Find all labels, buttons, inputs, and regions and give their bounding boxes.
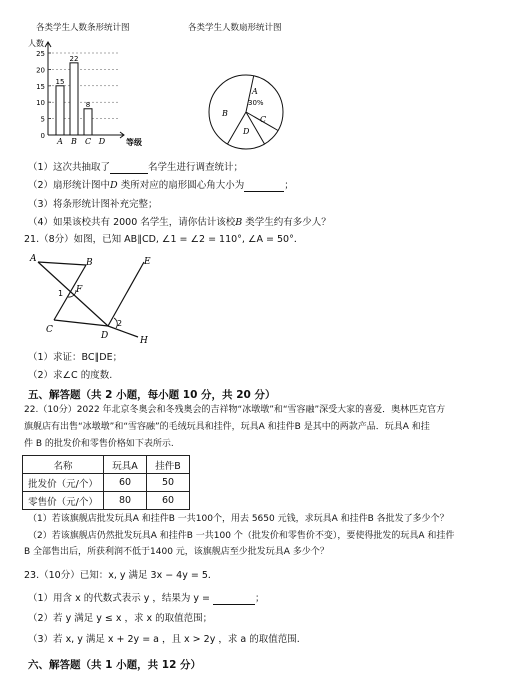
x-tick-label: C (84, 137, 92, 146)
x-tick-label: A (57, 137, 63, 146)
q20-item-2: （2）扇形统计图中D 类所对应的扇形圆心角大小为 ； (28, 180, 294, 191)
table-header-cell: 玩具A (104, 456, 147, 474)
y-tick-label: 15 (36, 82, 45, 91)
q22-item-2: （2）若该旗舰店仍然批发玩具A 和挂件B 一共100 个（批发价和零售价不变），要使得批发的玩具A 和挂件 (28, 531, 455, 541)
y-tick-label: 10 (36, 99, 45, 108)
bar-data-label: 8 (85, 100, 91, 109)
q23-stem: 23.（10分）已知：x, y 满足 3x − 4y = 5． (24, 570, 218, 581)
label-E: E (144, 257, 151, 267)
table-cell: 批发价（元/个） (23, 474, 104, 492)
geometry-figure (28, 252, 168, 344)
bar-data-label: 15 (55, 77, 65, 86)
q21-stem: 21.（8分）如图，已知 AB∥CD, ∠1 = ∠2 = 110°, ∠A = 50°． (24, 234, 304, 245)
table-header-cell: 名称 (23, 456, 104, 474)
bar (56, 86, 64, 135)
bar (70, 63, 78, 135)
section-5-heading: 五、解答题（共 2 小题，每小题 10 分，共 20 分） (28, 389, 276, 401)
pie-chart-title: 各类学生人数扇形统计图 (188, 23, 282, 33)
table-cell: 80 (104, 492, 147, 510)
angle-2-label: 2 (117, 319, 123, 328)
label-C: C (46, 325, 53, 335)
pie-chart (206, 72, 286, 152)
table-row (23, 492, 190, 510)
pie-slice-label: C (260, 115, 267, 124)
y-tick-label: 5 (40, 115, 45, 124)
q22-item-1: （1）若该旗舰店批发玩具A 和挂件B 一共100个，用去 5650 元钱，求玩具A 和挂件B 各批发了多少个？ (28, 514, 449, 524)
answer-blank[interactable] (244, 181, 284, 192)
table-cell: 60 (147, 492, 190, 510)
angle-1-label: 1 (58, 289, 64, 298)
pie-percent-label: 30% (248, 99, 264, 107)
bar-chart (26, 33, 156, 151)
y-tick-label: 25 (36, 50, 45, 58)
q23-item-3: （3）若 x, y 满足 x + 2y = a ，且 x > 2y ，求 a 的取值范围. (28, 634, 300, 645)
price-table (22, 455, 190, 510)
label-H: H (140, 336, 148, 344)
pie-slice-label: D (243, 127, 250, 136)
table-cell: 零售价（元/个） (23, 492, 104, 510)
q23-item-1: （1）用含 x 的代数式表示 y ，结果为 y = ； (28, 593, 265, 604)
q21-item-1: （1）求证：BC∥DE； (28, 352, 123, 363)
x-tick-label: D (98, 137, 106, 146)
bar-chart-title: 各类学生人数条形统计图 (36, 23, 130, 33)
y-tick-label: 20 (36, 66, 45, 75)
section-6-heading: 六、解答题（共 1 小题，共 12 分） (28, 659, 202, 671)
table-cell: 50 (147, 474, 190, 492)
q22-item-2-cont: B 全部售出后，所获利润不低于1400 元，该旗舰店至少批发玩具A 多少个？ (24, 547, 329, 557)
table-row (23, 474, 190, 492)
label-A: A (30, 254, 37, 264)
y-axis-label: 人数 (28, 39, 44, 48)
q22-stem-line-3: 件 B 的批发价和零售价格如下表所示. (24, 439, 174, 449)
answer-blank[interactable] (213, 594, 255, 605)
x-axis-label: 等级 (126, 138, 142, 147)
q21-item-2: （2）求∠C 的度数. (28, 370, 113, 381)
label-F: F (76, 285, 83, 295)
q22-stem-line-2: 旗舰店有出售“冰墩墩”和“雪容融”的毛绒玩具和挂件，玩具A 和挂件B 是其中的两款产品．玩具A 和挂 (24, 422, 430, 432)
label-D: D (101, 331, 109, 341)
bar (84, 109, 92, 135)
table-header-row (23, 456, 190, 474)
pie-slice-label: B (222, 109, 228, 118)
answer-blank[interactable] (110, 163, 148, 174)
q23-item-2: （2）若 y 满足 y ≤ x ，求 x 的取值范围； (28, 613, 213, 624)
x-tick-label: B (71, 137, 77, 146)
q22-stem-line-1: 22.（10分）2022 年北京冬奥会和冬残奥会的吉祥物“冰墩墩”和“雪容融”深受大家的喜爱．奥林匹克官方 (24, 405, 446, 415)
q20-item-4: （4）如果该校共有 2000 名学生，请你估计该校B 类学生约有多少人？ (28, 217, 331, 228)
table-header-cell: 挂件B (147, 456, 190, 474)
bar-data-label: 22 (69, 54, 79, 63)
q20-item-3: （3）将条形统计图补充完整； (28, 199, 158, 210)
y-tick-label: 0 (40, 132, 45, 140)
pie-slice-label: A (252, 87, 258, 96)
q20-item-1: （1）这次共抽取了 名学生进行调查统计； (28, 162, 244, 173)
label-B: B (86, 258, 93, 268)
table-cell: 60 (104, 474, 147, 492)
